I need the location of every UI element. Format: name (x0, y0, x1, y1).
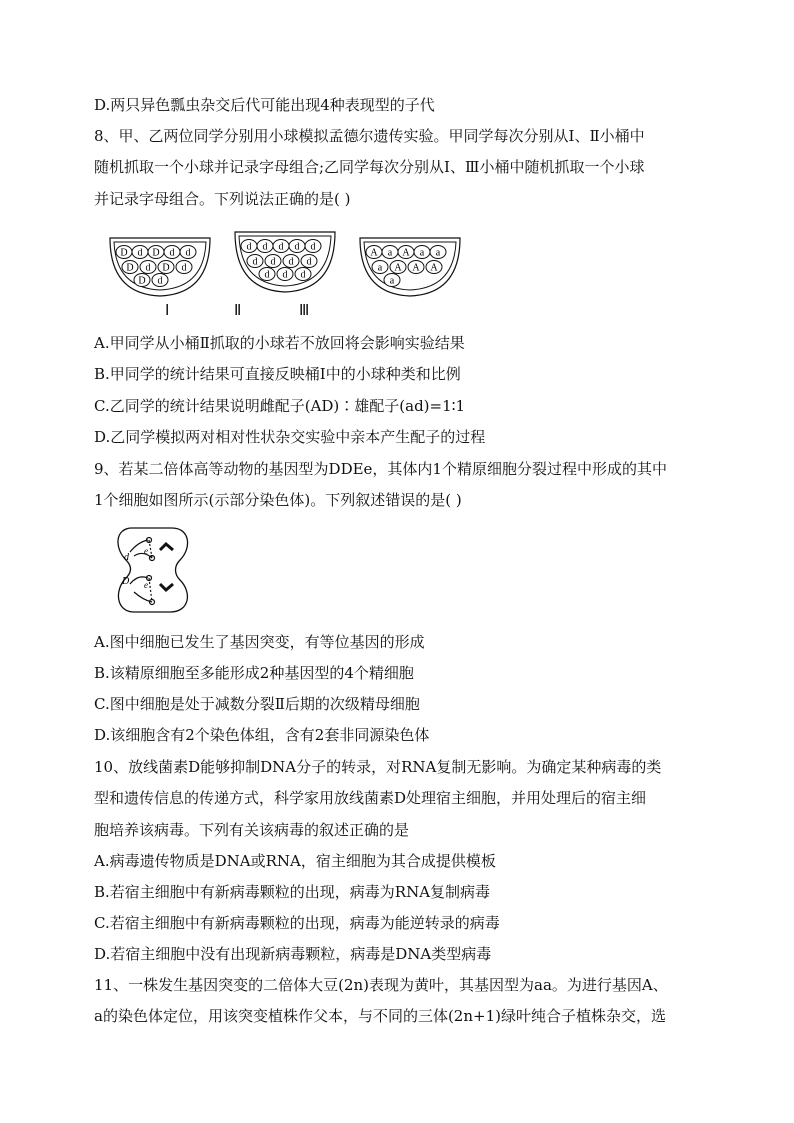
ball-letter-bucket-1: D (152, 247, 160, 259)
text-line-15: 10、放线菌素D能够抑制DNA分子的转录，对RNA复制无影响。为确定某种病毒的类 (94, 758, 662, 776)
bucket-label-3: Ⅲ (299, 303, 310, 319)
bucket-1-balls (116, 246, 196, 287)
gene-label-D: D (122, 576, 130, 587)
ball-letter-bucket-3: A (394, 262, 402, 274)
ball-letter-bucket-2: d (264, 269, 270, 281)
ball-letter-bucket-2: d (278, 241, 284, 253)
gene-label-d: d (124, 552, 129, 563)
ball-letter-bucket-2: d (288, 256, 294, 268)
text-line-21: D.若宿主细胞中没有出现新病毒颗粒，病毒是DNA类型病毒 (94, 945, 492, 963)
text-line-6: B.甲同学的统计结果可直接反映桶Ⅰ中的小球种类和比例 (94, 365, 461, 383)
ball-letter-bucket-1: D (162, 262, 170, 274)
text-line-19: B.若宿主细胞中有新病毒颗粒的出现，病毒为RNA复制病毒 (94, 883, 491, 901)
lower-chromosomes (130, 576, 173, 605)
ball-letter-bucket-1: d (137, 247, 143, 259)
ball-letter-bucket-3: A (412, 262, 420, 274)
text-line-16: 型和遗传信息的传递方式，科学家用放线菌素D处理宿主细胞，并用处理后的宿主细 (94, 789, 647, 807)
ball-letter-bucket-2: d (246, 241, 252, 253)
ball-letter-bucket-1: D (120, 247, 128, 259)
ball-letter-bucket-2: d (294, 241, 300, 253)
ball-letter-bucket-1: D (138, 275, 146, 287)
text-line-11: A.图中细胞已发生了基因突变，有等位基因的形成 (94, 633, 425, 651)
text-line-4: 并记录字母组合。下列说法正确的是( ) (94, 190, 351, 208)
ball-letter-bucket-3: a (387, 247, 393, 259)
ball-letter-bucket-3: a (389, 275, 395, 287)
text-line-7: C.乙同学的统计结果说明雌配子(AD)∶雄配子(ad)=1∶1 (94, 397, 466, 415)
ball-letter-bucket-2: d (262, 241, 268, 253)
text-line-9: 9、若某二倍体高等动物的基因型为DDEe，其体内1个精原细胞分裂过程中形成的其中 (94, 460, 667, 478)
ball-letter-bucket-2: d (306, 256, 312, 268)
ball-letter-bucket-3: A (370, 247, 378, 259)
bucket-label-1: Ⅰ (165, 303, 170, 319)
ball-letter-bucket-2: d (282, 269, 288, 281)
upper-chromosomes (130, 538, 173, 561)
text-line-12: B.该精原细胞至多能形成2种基因型的4个精细胞 (94, 664, 414, 682)
ball-letter-bucket-1: d (181, 262, 187, 274)
text-line-18: A.病毒遗传物质是DNA或RNA，宿主细胞为其合成提供模板 (94, 852, 496, 870)
text-line-17: 胞培养该病毒。下列有关该病毒的叙述正确的是 (94, 821, 410, 839)
ball-letter-bucket-2: d (270, 256, 276, 268)
ball-letter-bucket-3: A (430, 262, 438, 274)
text-line-5: A.甲同学从小桶Ⅱ抓取的小球若不放回将会影响实验结果 (94, 334, 465, 352)
ball-letter-bucket-3: a (435, 247, 441, 259)
ball-letter-bucket-2: d (252, 256, 258, 268)
text-line-3: 随机抓取一个小球并记录字母组合;乙同学每次分别从Ⅰ、Ⅲ小桶中随机抓取一个小球 (94, 158, 645, 176)
ball-letter-bucket-1: d (185, 247, 191, 259)
text-line-8: D.乙同学模拟两对相对性状杂交实验中亲本产生配子的过程 (94, 428, 486, 446)
bucket-3-balls (366, 246, 446, 287)
text-line-2: 8、甲、乙两位同学分别用小球模拟孟德尔遗传实验。甲同学每次分别从Ⅰ、Ⅱ小桶中 (94, 127, 645, 145)
ball-letter-bucket-1: d (157, 275, 163, 287)
ball-letter-bucket-1: d (145, 262, 151, 274)
ball-letter-bucket-2: d (300, 269, 306, 281)
text-line-22: 11、一株发生基因突变的二倍体大豆(2n)表现为黄叶，其基因型为aa。为进行基因A、 (94, 976, 668, 994)
ball-letter-bucket-3: a (377, 262, 383, 274)
cell-figure (110, 522, 200, 617)
ball-letter-bucket-1: D (126, 262, 134, 274)
buckets-figure (100, 224, 480, 334)
ball-letter-bucket-1: d (169, 247, 175, 259)
text-line-1: D.两只异色瓢虫杂交后代可能出现4种表现型的子代 (94, 96, 435, 114)
gene-label-e-upper: e (144, 546, 148, 556)
ball-letter-bucket-3: A (402, 247, 410, 259)
text-line-10: 1个细胞如图所示(示部分染色体)。下列叙述错误的是( ) (94, 491, 462, 509)
bucket-label-2: Ⅱ (234, 303, 242, 319)
gene-label-e-lower: e (144, 580, 148, 590)
text-line-14: D.该细胞含有2个染色体组，含有2套非同源染色体 (94, 726, 430, 744)
text-line-13: C.图中细胞是处于减数分裂Ⅱ后期的次级精母细胞 (94, 695, 420, 713)
text-line-23: a的染色体定位，用该突变植株作父本，与不同的三体(2n+1)绿叶纯合子植株杂交，选 (94, 1007, 666, 1025)
ball-letter-bucket-2: d (310, 241, 316, 253)
text-line-20: C.若宿主细胞中有新病毒颗粒的出现，病毒为能逆转录的病毒 (94, 914, 500, 932)
ball-letter-bucket-3: a (419, 247, 425, 259)
